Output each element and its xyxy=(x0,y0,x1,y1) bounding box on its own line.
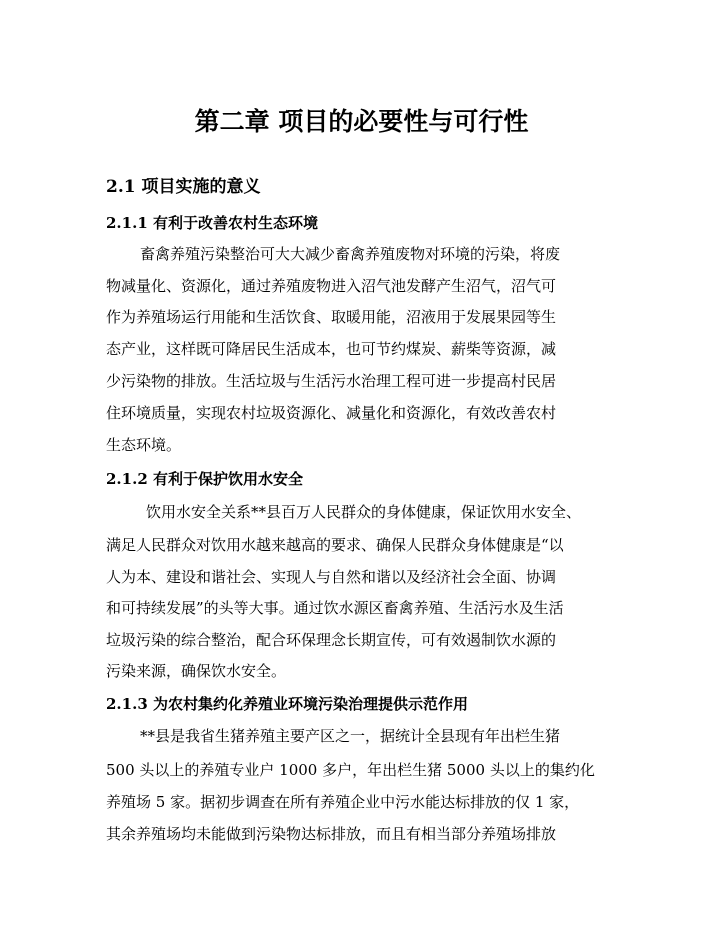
subsection-heading: 2.1.2 有利于保护饮用水安全 xyxy=(106,470,303,488)
paragraph-line: 物减量化、资源化，通过养殖废物进入沼气池发酵产生沼气，沼气可 xyxy=(106,277,557,295)
paragraph-line: 人为本、建设和谐社会、实现人与自然和谐以及经济社会全面、协调 xyxy=(106,568,557,586)
paragraph-line: 满足人民群众对饮用水越来越高的要求、确保人民群众身体健康是“以 xyxy=(106,536,564,554)
paragraph-line: 态产业，这样既可降居民生活成本，也可节约煤炭、薪柴等资源，减 xyxy=(106,340,557,358)
section-heading: 2.1 项目实施的意义 xyxy=(106,177,261,197)
paragraph-line: 500 头以上的养殖专业户 1000 多户，年出栏生猪 5000 头以上的集约化 xyxy=(106,761,595,779)
paragraph-line: 养殖场 5 家。据初步调查在所有养殖企业中污水能达标排放的仅 1 家， xyxy=(106,793,580,811)
paragraph-line: 少污染物的排放。生活垃圾与生活污水治理工程可进一步提高村民居 xyxy=(106,372,557,390)
paragraph-line: 生态环境。 xyxy=(106,436,182,454)
paragraph-line: 其余养殖场均未能做到污染物达标排放，而且有相当部分养殖场排放 xyxy=(106,825,557,843)
paragraph-line: 垃圾污染的综合整治，配合环保理念长期宣传，可有效遏制饮水源的 xyxy=(106,631,557,649)
paragraph-line: 污染来源，确保饮水安全。 xyxy=(106,662,287,680)
subsection-heading: 2.1.1 有利于改善农村生态环境 xyxy=(106,214,318,232)
paragraph-line: 住环境质量，实现农村垃圾资源化、减量化和资源化，有效改善农村 xyxy=(106,404,557,422)
paragraph-line: 饮用水安全关系**县百万人民群众的身体健康，保证饮用水安全、 xyxy=(146,503,582,521)
chapter-title: 第二章 项目的必要性与可行性 xyxy=(194,107,529,136)
paragraph-line: 和可持续发展”的头等大事。通过饮水源区畜禽养殖、生活污水及生活 xyxy=(106,599,564,617)
paragraph-line: 畜禽养殖污染整治可大大减少畜禽养殖废物对环境的污染，将废 xyxy=(140,245,561,263)
subsection-heading: 2.1.3 为农村集约化养殖业环境污染治理提供示范作用 xyxy=(106,695,468,713)
paragraph-line: **县是我省生猪养殖主要产区之一，据统计全县现有年出栏生猪 xyxy=(140,727,561,745)
paragraph-line: 作为养殖场运行用能和生活饮食、取暖用能，沼液用于发展果园等生 xyxy=(106,308,557,326)
